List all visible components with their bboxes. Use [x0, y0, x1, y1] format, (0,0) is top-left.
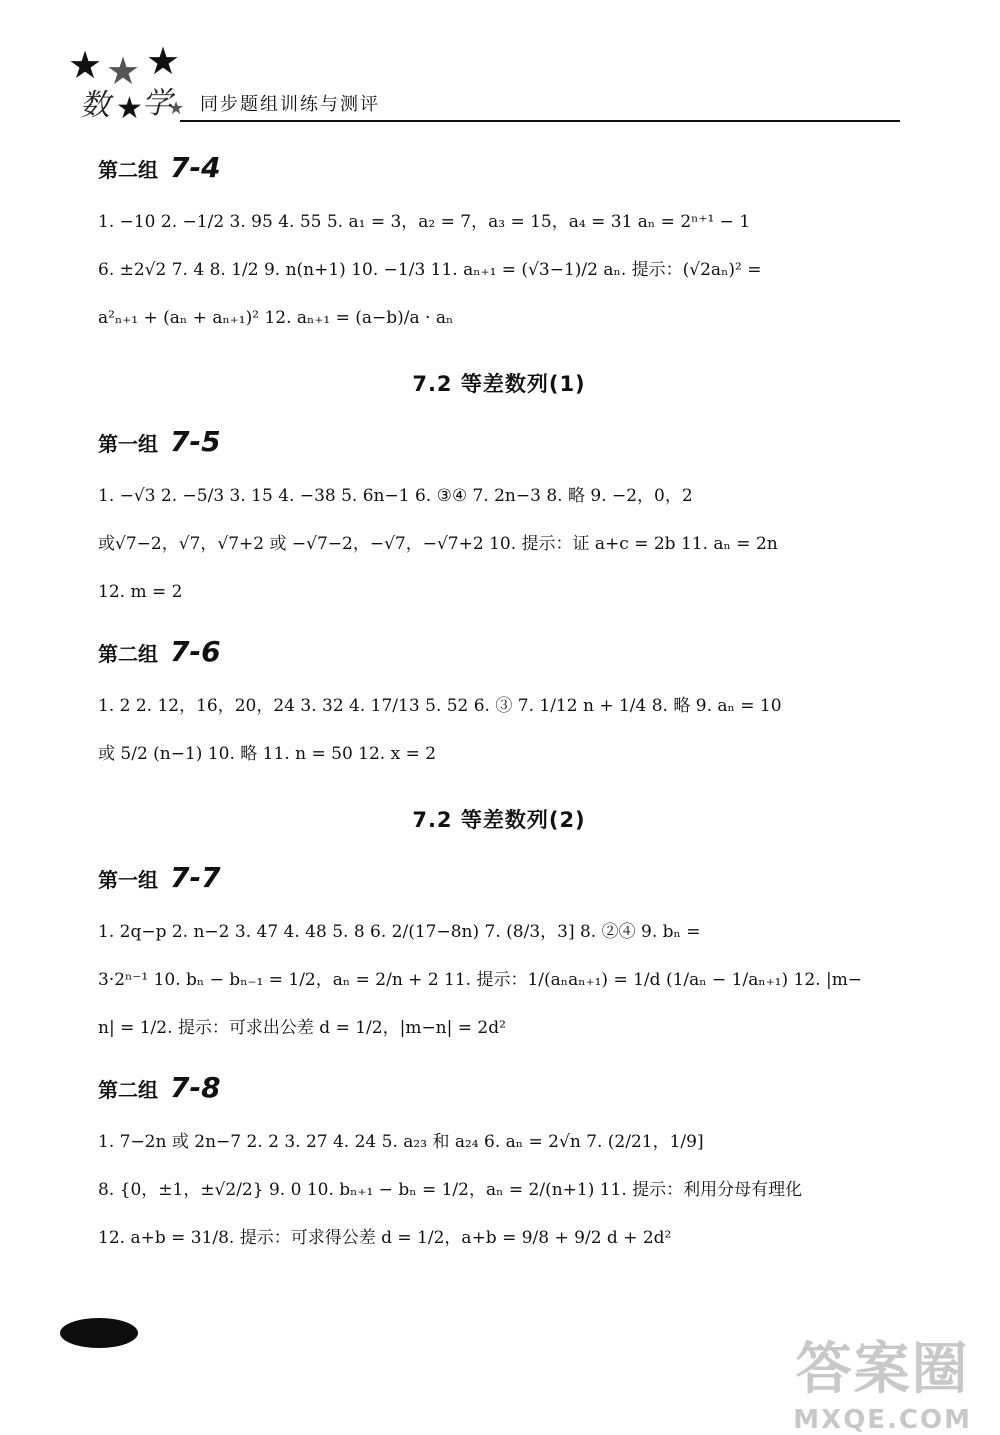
answer-group: [98, 150, 900, 342]
watermark-cn: 答案圈: [795, 1337, 970, 1402]
watermark: [793, 1325, 972, 1435]
group-label: 第一组: [98, 868, 158, 892]
header-divider: [180, 120, 900, 122]
star-icon: ★: [106, 49, 141, 93]
answer-line: a²ₙ₊₁ + (aₙ + aₙ₊₁)² 12. aₙ₊₁ = (a−b)/a · aₙ: [98, 308, 454, 328]
group-title: [98, 1070, 900, 1106]
book-title: 同步题组训练与测评: [200, 94, 380, 115]
group-code: 7-7: [170, 861, 221, 894]
group-code: 7-5: [170, 425, 221, 458]
answer-line: 3·2ⁿ⁻¹ 10. bₙ − bₙ₋₁ = 1/2，aₙ = 2/n + 2 11. 提示：1/(aₙaₙ₊₁) = 1/d (1/aₙ − 1/aₙ₊₁) 12. |m−: [98, 970, 863, 990]
star-icon: ★: [168, 98, 185, 119]
section-title: 7.2 等差数列(2): [412, 808, 586, 832]
answer-line: 1. 7−2n 或 2n−7 2. 2 3. 27 4. 24 5. a₂₃ 和 a₂₄ 6. aₙ = 2√n 7. (2/21，1/9]: [98, 1132, 704, 1152]
group-title: [98, 150, 900, 186]
answer-line: n| = 1/2. 提示：可求出公差 d = 1/2，|m−n| = 2d²: [98, 1018, 506, 1038]
group-code: 7-4: [170, 151, 221, 184]
group-title: [98, 424, 900, 460]
answer-group: [98, 424, 900, 616]
answer-line: 1. 2q−p 2. n−2 3. 47 4. 48 5. 8 6. 2/(17−8n) 7. (8/3，3] 8. ②④ 9. bₙ =: [98, 922, 701, 942]
group-title: [98, 860, 900, 896]
answer-line: 12. a+b = 31/8. 提示：可求得公差 d = 1/2，a+b = 9/8 + 9/2 d + 2d²: [98, 1228, 672, 1248]
watermark-en: MXQE.COM: [793, 1405, 972, 1435]
answer-group: [98, 1070, 900, 1262]
page-number-tab: [60, 1318, 138, 1348]
answer-group: [98, 634, 900, 778]
answer-line: 6. ±2√2 7. 4 8. 1/2 9. n(n+1) 10. −1/3 11. aₙ₊₁ = (√3−1)/2 aₙ. 提示：(√2aₙ)² =: [98, 260, 762, 280]
logo-char: 数: [80, 88, 110, 123]
subject-logo: [60, 40, 200, 130]
group-label: 第二组: [98, 642, 158, 666]
answer-line: 1. 2 2. 12，16，20，24 3. 32 4. 17/13 5. 52 6. ③ 7. 1/12 n + 1/4 8. 略 9. aₙ = 10: [98, 696, 782, 716]
group-label: 第一组: [98, 432, 158, 456]
group-code: 7-8: [170, 1071, 221, 1104]
answer-line: 或 5/2 (n−1) 10. 略 11. n = 50 12. x = 2: [98, 744, 437, 764]
group-title: [98, 634, 900, 670]
section-title: 7.2 等差数列(1): [412, 372, 586, 396]
answer-line: 1. −10 2. −1/2 3. 95 4. 55 5. a₁ = 3，a₂ = 7，a₃ = 15，a₄ = 31 aₙ = 2ⁿ⁺¹ − 1: [98, 212, 751, 232]
answer-line: 或√7−2，√7，√7+2 或 −√7−2，−√7，−√7+2 10. 提示：证 a+c = 2b 11. aₙ = 2n: [98, 534, 778, 554]
answer-line: 12. m = 2: [98, 582, 183, 602]
page-header: [60, 40, 900, 130]
answer-content: [98, 150, 900, 1280]
logo-char: 学: [142, 86, 172, 121]
group-code: 7-6: [170, 635, 221, 668]
answer-group: [98, 860, 900, 1052]
star-icon: ★: [116, 91, 143, 126]
star-icon: ★: [146, 39, 181, 83]
star-icon: ★: [68, 43, 103, 87]
answer-line: 8. {0，±1，±√2/2} 9. 0 10. bₙ₊₁ − bₙ = 1/2，aₙ = 2/(n+1) 11. 提示：利用分母有理化: [98, 1180, 803, 1200]
group-label: 第二组: [98, 158, 158, 182]
answer-line: 1. −√3 2. −5/3 3. 15 4. −38 5. 6n−1 6. ③④ 7. 2n−3 8. 略 9. −2，0，2: [98, 486, 693, 506]
group-label: 第二组: [98, 1078, 158, 1102]
